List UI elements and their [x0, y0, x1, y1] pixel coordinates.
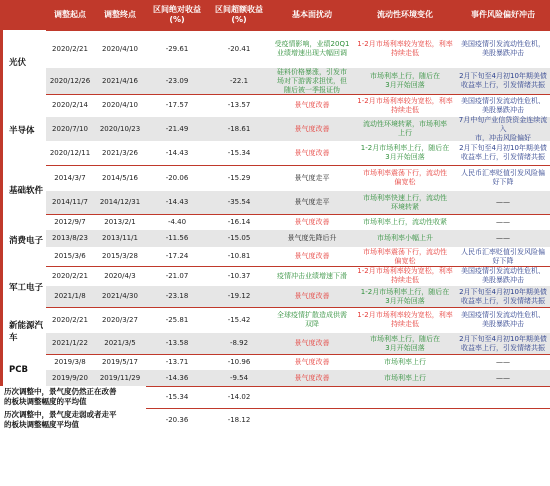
cell-end-date: 2014/12/31 — [99, 198, 141, 206]
cell-start-date: 2021/1/8 — [54, 292, 86, 300]
footer-excess-avg: -14.02 — [227, 392, 251, 401]
cell-excess-return: -10.96 — [227, 357, 251, 366]
cell-excess-return: -13.57 — [227, 101, 251, 109]
industry-label: 光伏 — [0, 30, 46, 94]
table-row — [46, 141, 550, 165]
cell-fundamentals: 全球疫情扩散造成供需 双降 — [277, 311, 347, 328]
cell-event-risk: —— — [496, 198, 510, 206]
header-end-date: 调整终点 — [104, 10, 136, 19]
cell-start-date: 2014/11/7 — [52, 198, 88, 206]
cell-end-date: 2021/3/5 — [104, 339, 136, 347]
cell-liquidity: 流动性环境转紧，市场利率 上行 — [363, 120, 447, 137]
cell-start-date: 2019/9/20 — [52, 373, 88, 382]
cell-start-date: 2021/1/22 — [52, 339, 88, 347]
cell-excess-return: -18.61 — [227, 124, 251, 133]
cell-event-risk: 美国疫情引发流动性危机、 美股暴跌冲击 — [461, 311, 545, 328]
cell-fundamentals: 景气度改善 — [294, 339, 330, 347]
cell-start-date: 2020/2/21 — [52, 315, 88, 324]
cell-event-risk: 2月下旬至4月初10年期美债 收益率上行，引发情绪共振 — [459, 334, 547, 352]
cell-start-date: 2013/8/23 — [52, 234, 88, 242]
header-start-date: 调整起点 — [54, 10, 86, 19]
cell-excess-return: -19.12 — [227, 292, 251, 300]
cell-end-date: 2020/3/27 — [102, 315, 138, 324]
table-row — [46, 30, 550, 68]
table-row — [46, 214, 550, 230]
cell-excess-return: -16.14 — [227, 217, 251, 226]
cell-end-date: 2021/3/26 — [102, 148, 138, 157]
cell-liquidity: 1-2月市场利率较为宽松，利率 持续走低 — [357, 40, 453, 57]
footer-label: 历次调整中，景气度仍然正在改善 的板块调整幅度的平均值 — [0, 386, 146, 408]
cell-liquidity: 市场利率上行 — [384, 373, 426, 382]
cell-event-risk: 2月下旬至4月初10年期美债 收益率上行，引发情绪共振 — [459, 72, 547, 89]
cell-start-date: 2015/3/6 — [54, 252, 86, 260]
cell-event-risk: 美国疫情引发流动性危机、 美股暴跌冲击 — [461, 267, 545, 284]
cell-fundamentals: 景气度走平 — [294, 198, 330, 206]
cell-event-risk: 2月下旬至4月初10年期美债 收益率上行，引发情绪共振 — [459, 144, 547, 161]
cell-liquidity: 1-2月市场利率较为宽松，利率 持续走低 — [357, 311, 453, 328]
cell-excess-return: -10.37 — [227, 271, 251, 280]
cell-end-date: 2020/4/10 — [102, 101, 138, 109]
cell-event-risk: —— — [496, 234, 510, 242]
cell-fundamentals: 景气度改善 — [294, 217, 330, 226]
cell-absolute-return: -23.18 — [165, 292, 189, 300]
cell-excess-return: -15.42 — [227, 315, 251, 324]
cell-excess-return: -22.1 — [229, 76, 249, 85]
cell-excess-return: -8.92 — [229, 339, 249, 347]
cell-fundamentals: 景气度改善 — [294, 252, 330, 260]
cell-end-date: 2014/5/16 — [102, 173, 138, 182]
cell-event-risk: —— — [496, 357, 510, 366]
cell-absolute-return: -11.56 — [165, 234, 189, 242]
table-row — [46, 286, 550, 307]
cell-liquidity: 1-2月市场利率较为宽松，利率 持续走低 — [357, 267, 453, 284]
header-event-risk: 事件风险偏好冲击 — [471, 10, 535, 19]
cell-event-risk: 人民币汇率贬值引发风险偏 好下降 — [461, 169, 545, 186]
cell-end-date: 2015/3/28 — [102, 252, 138, 260]
cell-start-date: 2020/12/26 — [49, 76, 91, 85]
cell-event-risk: —— — [496, 217, 510, 226]
cell-event-risk: 美国疫情引发流动性危机， 美股暴跌冲击 — [461, 40, 545, 57]
cell-end-date: 2020/4/3 — [104, 271, 136, 280]
cell-event-risk: 7月中旬产业信贷资金连续流入 市，冲击风险偏好 — [458, 115, 548, 142]
cell-fundamentals: 疫情冲击业绩增速下滑 — [277, 271, 347, 280]
industry-label: 消费电子 — [0, 214, 46, 266]
cell-end-date: 2019/11/29 — [99, 373, 141, 382]
header-fundamentals: 基本面扰动 — [292, 10, 332, 19]
cell-absolute-return: -21.07 — [165, 271, 189, 280]
table-row — [46, 370, 550, 386]
cell-absolute-return: -29.61 — [165, 44, 189, 53]
cell-end-date: 2021/4/30 — [102, 292, 138, 300]
table-row — [46, 307, 550, 333]
cell-excess-return: -15.05 — [227, 234, 251, 242]
cell-absolute-return: -14.43 — [165, 198, 189, 206]
cell-liquidity: 市场利率小幅上升 — [377, 234, 433, 242]
cell-end-date: 2021/4/16 — [102, 76, 138, 85]
header-absolute-return: 区间绝对收益 (%) — [153, 5, 201, 24]
cell-absolute-return: -14.43 — [165, 148, 189, 157]
cell-liquidity: 1-2月市场利率上行，随后在 3月开始回落 — [360, 144, 450, 161]
cell-absolute-return: -23.09 — [165, 76, 189, 85]
industry-label: PCB — [0, 354, 46, 386]
industry-label: 基础软件 — [0, 165, 46, 214]
cell-liquidity: 1-2月市场利率较为宽松，利率 持续走低 — [357, 96, 453, 114]
cell-liquidity: 市场利率上行，随后在 3月开始回落 — [370, 72, 440, 89]
cell-excess-return: -35.54 — [227, 198, 251, 206]
cell-liquidity: 市场利率震荡下行，流动性 偏宽松 — [363, 169, 447, 186]
table-row — [46, 333, 550, 354]
table-row — [46, 354, 550, 370]
cell-absolute-return: -17.24 — [165, 252, 189, 260]
cell-liquidity: 市场利率快速上行，流动性 环境转紧 — [363, 193, 447, 211]
table-row — [46, 165, 550, 191]
cell-end-date: 2013/2/1 — [104, 217, 136, 226]
industry-label: 新能源汽车 — [0, 307, 46, 354]
cell-fundamentals: 景气度改善 — [294, 292, 330, 300]
cell-absolute-return: -13.71 — [165, 357, 189, 366]
cell-end-date: 2019/5/17 — [102, 357, 138, 366]
cell-start-date: 2020/12/11 — [49, 148, 91, 157]
cell-absolute-return: -13.58 — [165, 339, 189, 347]
table-row — [46, 94, 550, 117]
cell-fundamentals: 硅料价格暴涨，引发市 场对下游需求担忧，但 随后被一季报证伪 — [277, 67, 347, 94]
industry-label: 军工电子 — [0, 266, 46, 307]
cell-end-date: 2013/11/1 — [102, 234, 138, 242]
cell-excess-return: -10.81 — [227, 252, 251, 260]
cell-liquidity: 市场利率上行，随后在 3月开始回落 — [370, 334, 440, 352]
table-row — [46, 266, 550, 286]
cell-fundamentals: 景气度走平 — [294, 173, 330, 182]
footer-absolute-avg: -15.34 — [165, 392, 189, 401]
cell-absolute-return: -21.49 — [165, 124, 189, 133]
cell-event-risk: 美国疫情引发流动性危机、 美股暴跌冲击 — [461, 96, 545, 114]
cell-absolute-return: -20.06 — [165, 173, 189, 182]
cell-fundamentals: 景气度先降后升 — [287, 234, 337, 242]
cell-absolute-return: -25.81 — [165, 315, 189, 324]
table-header — [0, 0, 550, 30]
cell-liquidity: 1-2月市场利率上行，随后在 3月开始回落 — [360, 287, 450, 305]
cell-event-risk: 人民币汇率贬值引发风险偏 好下降 — [461, 247, 545, 265]
cell-start-date: 2020/2/21 — [52, 44, 88, 53]
cell-excess-return: -15.34 — [227, 148, 251, 157]
cell-start-date: 2020/7/10 — [52, 124, 88, 133]
table-row — [46, 230, 550, 247]
cell-start-date: 2019/3/8 — [54, 357, 86, 366]
footer-excess-avg: -18.12 — [227, 415, 251, 424]
cell-fundamentals: 景气度改善 — [294, 124, 330, 133]
header-liquidity: 流动性环境变化 — [377, 10, 433, 19]
cell-fundamentals: 景气度改善 — [294, 148, 330, 157]
industry-label: 半导体 — [0, 94, 46, 165]
cell-liquidity: 市场利率上行，流动性收紧 — [363, 217, 447, 226]
cell-liquidity: 市场利率震荡下行，流动性 偏宽松 — [363, 247, 447, 265]
cell-absolute-return: -14.36 — [165, 373, 189, 382]
footer-absolute-avg: -20.36 — [165, 415, 189, 424]
table-row — [46, 68, 550, 94]
footer-label: 历次调整中，景气度走弱或者走平 的板块调整幅度平均值 — [0, 408, 146, 432]
table-row — [46, 247, 550, 266]
table-row — [46, 117, 550, 141]
cell-event-risk: —— — [496, 373, 510, 382]
cell-fundamentals: 受疫情影响，业绩20Q1 业绩增速出现大幅回调 — [274, 40, 350, 57]
cell-end-date: 2020/10/23 — [99, 124, 141, 133]
header-excess-return: 区间超额收益 (%) — [215, 5, 263, 24]
cell-excess-return: -15.29 — [227, 173, 251, 182]
cell-liquidity: 市场利率上行 — [384, 357, 426, 366]
cell-start-date: 2014/3/7 — [54, 173, 86, 182]
cell-excess-return: -9.54 — [229, 373, 249, 382]
cell-absolute-return: -4.40 — [167, 217, 187, 226]
cell-event-risk: 2月下旬至4月初10年期美债 收益率上行，引发情绪共振 — [459, 287, 547, 305]
cell-fundamentals: 景气度改善 — [294, 357, 330, 366]
cell-start-date: 2020/2/14 — [52, 101, 88, 109]
cell-start-date: 2020/2/21 — [52, 271, 88, 280]
cell-start-date: 2012/9/7 — [54, 217, 86, 226]
cell-end-date: 2020/4/10 — [102, 44, 138, 53]
cell-excess-return: -20.41 — [227, 44, 251, 53]
cell-fundamentals: 景气度改善 — [294, 101, 330, 109]
cell-fundamentals: 景气度改善 — [294, 373, 330, 382]
table-row — [46, 191, 550, 214]
cell-absolute-return: -17.57 — [165, 101, 189, 109]
